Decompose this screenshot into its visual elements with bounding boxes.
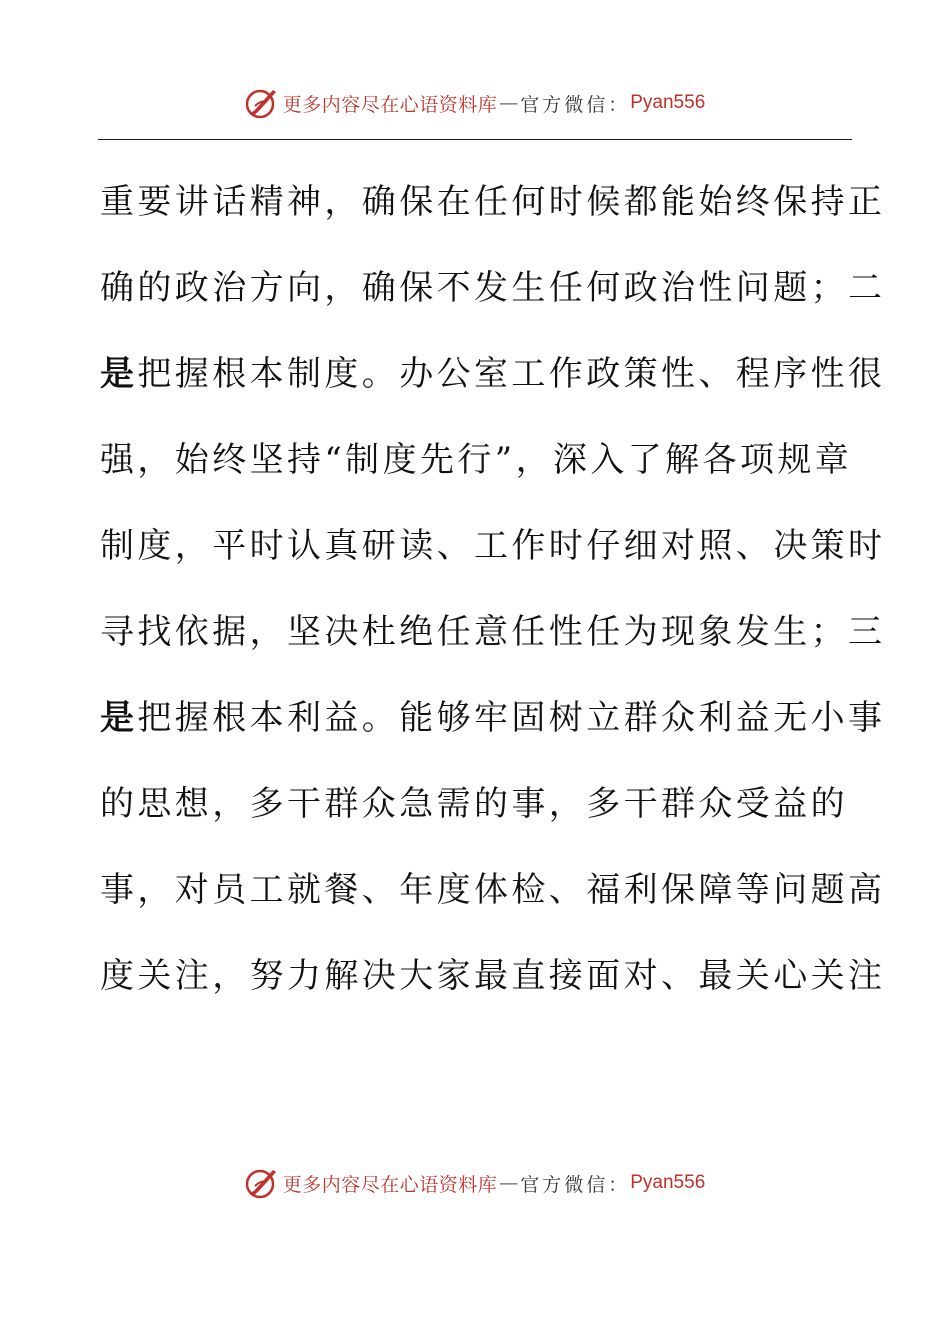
header-official-label: 官方微信： (520, 93, 631, 116)
body-line-9: 事，对员工就餐、年度体检、福利保障等问题高 (100, 870, 886, 910)
header-banner (0, 83, 950, 123)
body-line-3: 是把握根本制度。办公室工作政策性、程序性很 (100, 354, 886, 394)
footer-banner (0, 1163, 950, 1203)
footer-separator: — (499, 1172, 519, 1194)
header-divider (98, 139, 852, 140)
body-line-2: 确的政治方向，确保不发生任何政治性问题；二 (100, 268, 886, 308)
body-line-5: 制度，平时认真研读、工作时仔细对照、决策时 (100, 526, 886, 566)
header-account: Pyan556 (630, 92, 706, 113)
footer-account: Pyan556 (630, 1172, 706, 1193)
emphasis-lead: 是 (100, 698, 138, 738)
footer-brand-text: 更多内容尽在心语资料库 (282, 1173, 498, 1196)
body-line-4: 强，始终坚持“制度先行”，深入了解各项规章 (100, 440, 853, 480)
emphasis-lead: 是 (100, 354, 138, 394)
body-line-8: 的思想，多干群众急需的事，多干群众受益的 (100, 784, 848, 824)
body-line-7: 是把握根本利益。能够牢固树立群众利益无小事 (100, 698, 886, 738)
body-line-10: 度关注，努力解决大家最直接面对、最关心关注 (100, 956, 886, 996)
footer-official-label: 官方微信： (520, 1173, 631, 1196)
body-line-1: 重要讲话精神，确保在任何时候都能始终保持正 (100, 182, 886, 222)
quill-pen-logo-icon (245, 1166, 279, 1200)
header-separator: — (499, 92, 519, 114)
header-brand-text: 更多内容尽在心语资料库 (282, 93, 498, 116)
quill-pen-logo-icon (245, 86, 279, 120)
body-line-6: 寻找依据，坚决杜绝任意任性任为现象发生；三 (100, 612, 886, 652)
